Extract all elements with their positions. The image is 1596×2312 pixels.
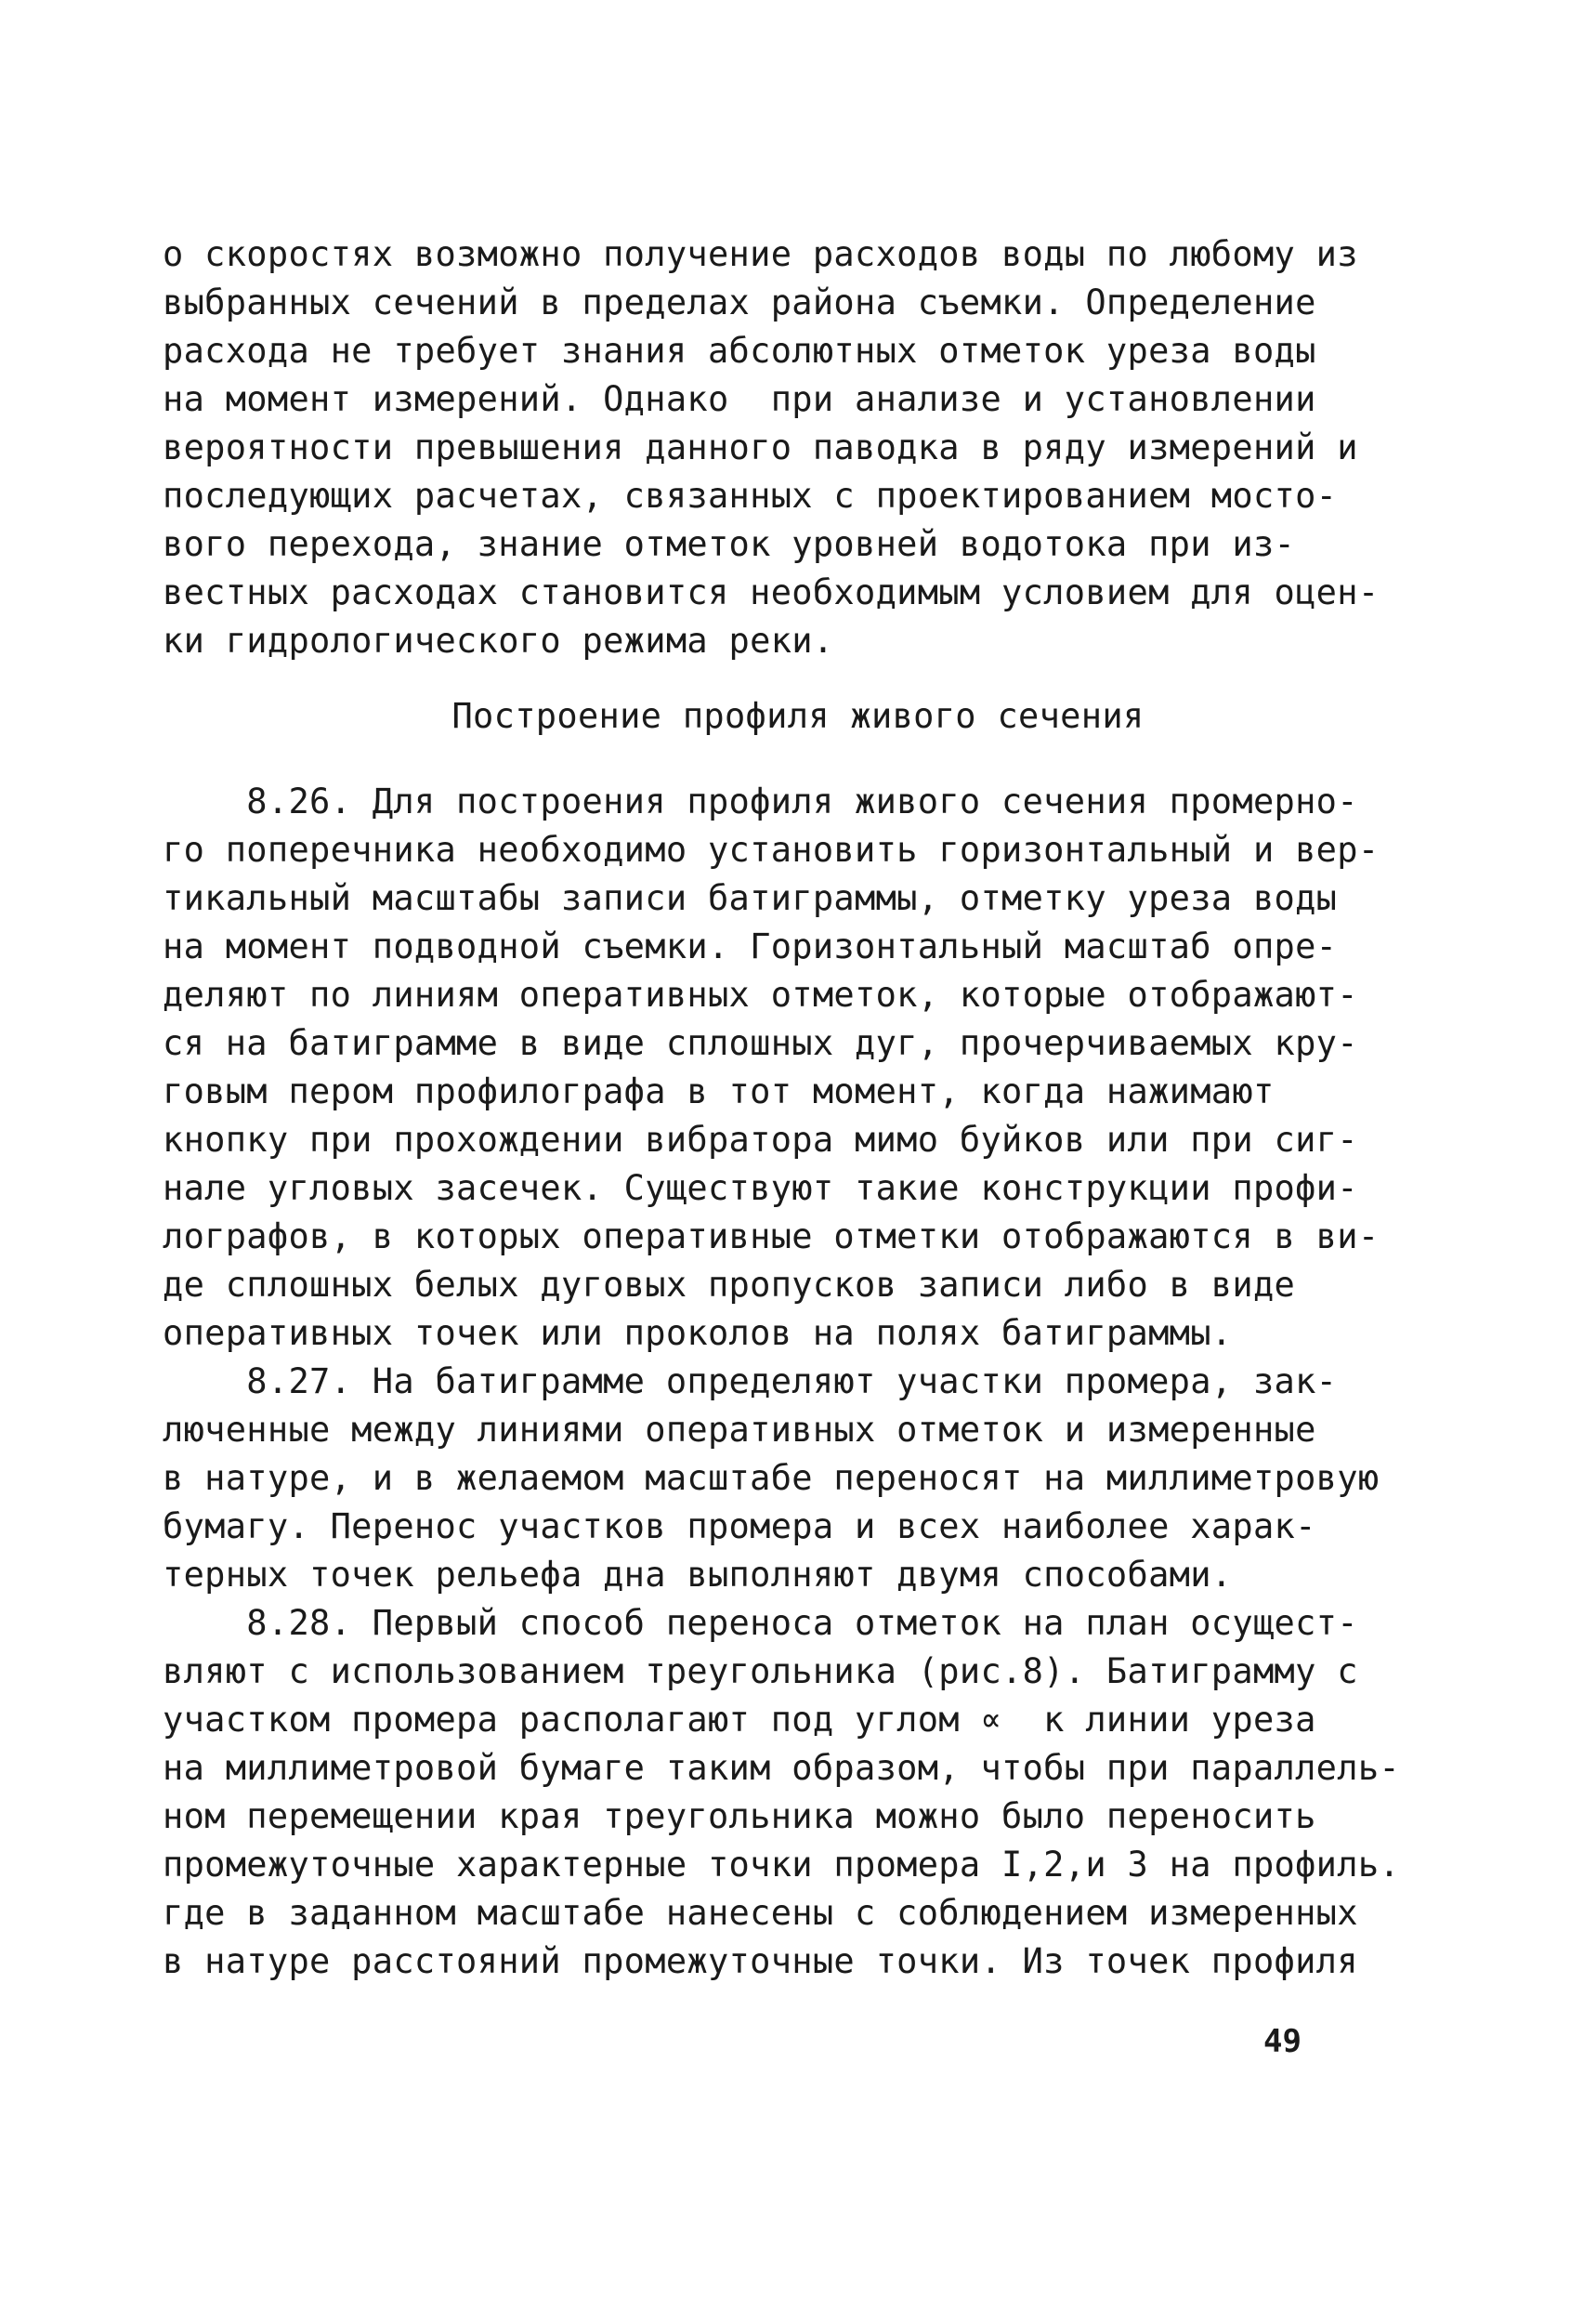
text-line: оперативных точек или проколов на полях батиграммы. — [163, 1313, 1233, 1353]
text-line: последующих расчетах, связанных с проектированием мосто- — [163, 476, 1338, 516]
text-line: деляют по линиям оперативных отметок, которые отображают- — [163, 975, 1358, 1015]
text-line: кнопку при прохождении вибратора мимо буйков или при сиг- — [163, 1120, 1358, 1160]
text-line: участком промера располагают под углом ∝ к линии уреза — [163, 1700, 1316, 1740]
text-line: в натуре расстояний промежуточные точки. Из точек профиля — [163, 1941, 1358, 1981]
text-line: выбранных сечений в пределах района съемки. Определение — [163, 282, 1316, 322]
text-line: о скоростях возможно получение расходов воды по любому из — [163, 234, 1358, 274]
text-line: говым пером профилографа в тот момент, когда нажимают — [163, 1071, 1275, 1111]
text-line: вестных расходах становится необходимым условием для оцен- — [163, 572, 1380, 612]
paragraph-8-26 — [163, 778, 1380, 1358]
text-line: лографов, в которых оперативные отметки отображаются в ви- — [163, 1216, 1380, 1256]
text-line: на момент подводной съемки. Горизонтальный масштаб опре- — [163, 926, 1338, 966]
text-line: ся на батиграмме в виде сплошных дуг, прочерчиваемых кру- — [163, 1023, 1358, 1063]
text-line: нале угловых засечек. Существуют такие конструкции профи- — [163, 1168, 1358, 1208]
text-line: на момент измерений. Однако при анализе и установлении — [163, 379, 1316, 419]
text-line: тикальный масштабы записи батиграммы, отметку уреза воды — [163, 878, 1338, 918]
page-number: 49 — [1263, 2023, 1302, 2060]
paragraph-intro — [163, 230, 1380, 665]
text-line: в натуре, и в желаемом масштабе переносят на миллиметровую — [163, 1458, 1380, 1498]
paragraph-8-28 — [163, 1599, 1400, 1986]
paragraph-8-27 — [163, 1358, 1380, 1599]
text-line: ном перемещении края треугольника можно было переносить — [163, 1796, 1316, 1836]
text-line: расхода не требует знания абсолютных отметок уреза воды — [163, 331, 1316, 371]
text-line: 8.28. Первый способ переноса отметок на план осущест- — [163, 1603, 1358, 1643]
text-line: 8.26. Для построения профиля живого сечения промерно- — [163, 782, 1358, 821]
text-line: промежуточные характерные точки промера I,2,и 3 на профиль. — [163, 1845, 1400, 1885]
text-line: 8.27. На батиграмме определяют участки промера, зак- — [163, 1361, 1338, 1401]
text-line: терных точек рельефа дна выполняют двумя способами. — [163, 1555, 1233, 1595]
text-line: го поперечника необходимо установить горизонтальный и вер- — [163, 830, 1380, 870]
text-line: где в заданном масштабе нанесены с соблюдением измеренных — [163, 1893, 1358, 1933]
text-line: вого перехода, знание отметок уровней водотока при из- — [163, 524, 1296, 564]
text-line: вероятности превышения данного паводка в ряду измерений и — [163, 427, 1358, 467]
section-heading: Построение профиля живого сечения — [451, 696, 1145, 736]
text-line: ки гидрологического режима реки. — [163, 621, 834, 661]
text-line: люченные между линиями оперативных отметок и измеренные — [163, 1410, 1316, 1450]
text-line: на миллиметровой бумаге таким образом, чтобы при параллель- — [163, 1748, 1400, 1788]
text-line: бумагу. Перенос участков промера и всех наиболее харак- — [163, 1506, 1316, 1546]
text-line: де сплошных белых дуговых пропусков записи либо в виде — [163, 1265, 1296, 1305]
text-line: вляют с использованием треугольника (рис.8). Батиграмму с — [163, 1651, 1358, 1691]
